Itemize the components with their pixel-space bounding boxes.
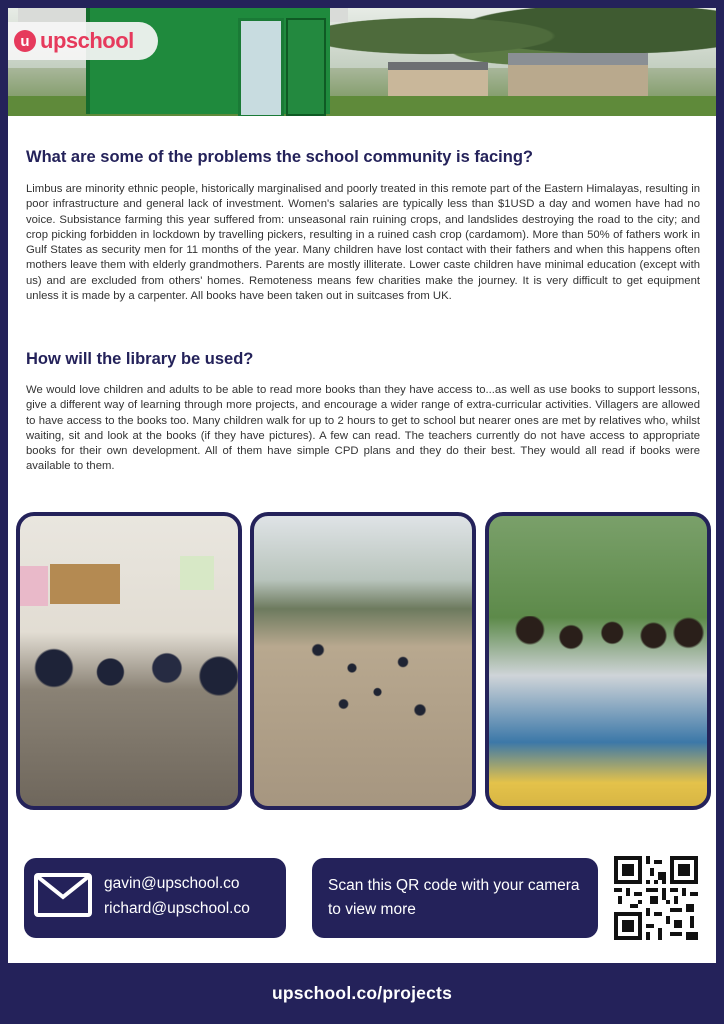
section-body-library-use: We would love children and adults to be able to read more books than they have access to...as well as use books to support lessons, give a different way of learning through more projects, and encourage a wider range of extra-curricular activities. Villagers are allowed to have access to the books too. Many children walk for up to 2 hours to get to school but nearer ones are met by relatives who, whilst waiting, sit and look at the books (if they have pictures). A few can read. The teachers currently do not have access to appropriate books for their own development. All of them have simple CPD plans and they do their best. They would all read if books were available to them.: [26, 384, 700, 473]
email-link-richard[interactable]: richard@upschool.co: [104, 900, 250, 917]
mail-icon: [34, 873, 92, 917]
qr-code-icon[interactable]: [614, 856, 698, 940]
assembly-photo: [250, 512, 476, 810]
logo-text: upschool: [40, 28, 134, 53]
qr-info-box: [312, 858, 598, 938]
email-link-gavin[interactable]: gavin@upschool.co: [104, 875, 240, 892]
upschool-logo[interactable]: [8, 22, 158, 60]
section-heading-library-use: How will the library be used?: [26, 350, 254, 368]
section-body-problems: Limbus are minority ethnic people, historically marginalised and poorly treated in this remote part of the Eastern Himalayas, resulting in poor infrastructure and general lack of investment. Women's salaries are typically less than $1USD a day and women have had no voice. Subsistance farming this year suffered from: unseasonal rain ruining crops, and landslides destroying the road to the city; and crop picking forbidden in lockdown by travelling pickers, resulting in a ruined cash crop (cardamom). More than 50% of fathers work in Gulf States as security men for 11 months of the year. Many children have lost contact with their fathers and when this happens often mothers leave them with elderly grandmothers. Parents are mostly illiterate. Lower caste children have minimal education (except with us) and are excluded from others' homes. Remoteness means few charities make the journey. It is very difficult to get equipment unless it is made by a carpenter. All books have been taken out in suitcases from UK.: [26, 183, 700, 303]
footer: [0, 963, 724, 1024]
footer-url-link[interactable]: upschool.co/projects: [272, 983, 452, 1003]
qr-instructions: Scan this QR code with your camera to view more: [328, 877, 580, 918]
page: [8, 8, 716, 963]
section-heading-problems: What are some of the problems the school community is facing?: [26, 148, 533, 166]
header-photo: [8, 8, 716, 116]
logo-mark: u: [14, 30, 36, 52]
classroom-photo: [16, 512, 242, 810]
students-photo: [485, 512, 711, 810]
contact-box: [24, 858, 286, 938]
